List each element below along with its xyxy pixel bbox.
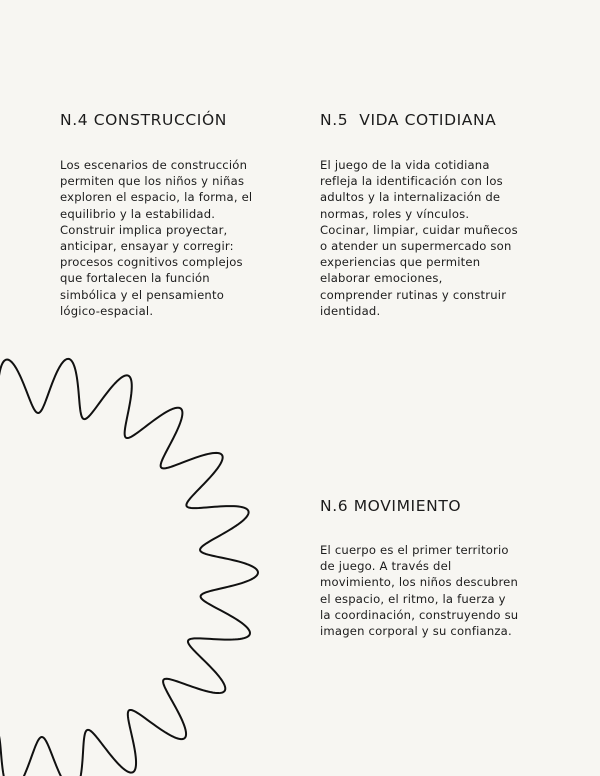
- section-body: [320, 157, 560, 319]
- body-line: identidad.: [320, 303, 381, 318]
- section-vida-cotidiana: [320, 110, 560, 319]
- section-construccion: [60, 110, 285, 319]
- body-line: movimiento, los niños descubren: [320, 575, 519, 590]
- section-body: [60, 157, 285, 319]
- body-line: normas, roles y vínculos.: [320, 206, 470, 221]
- body-line: equilibrio y la estabilidad.: [60, 206, 216, 221]
- body-line: Construir implica proyectar,: [60, 222, 228, 237]
- body-line: Los escenarios de construcción: [60, 158, 248, 172]
- body-line: la coordinación, construyendo su: [320, 607, 519, 622]
- section-title: N.6 MOVIMIENTO: [320, 497, 462, 515]
- body-line: El juego de la vida cotidiana: [320, 158, 490, 172]
- body-line: o atender un supermercado son: [320, 239, 512, 254]
- body-line: El cuerpo es el primer territorio: [320, 543, 509, 557]
- body-line: anticipar, ensayar y corregir:: [60, 239, 234, 254]
- section-movimiento: [320, 496, 560, 639]
- starburst-outline: [0, 359, 258, 776]
- body-line: de juego. A través del: [320, 559, 452, 574]
- body-line: imagen corporal y su confianza.: [320, 624, 512, 639]
- body-line: exploren el espacio, la forma, el: [60, 190, 253, 205]
- body-line: permiten que los niños y niñas: [60, 174, 245, 189]
- section-body: [320, 542, 560, 639]
- body-line: elaborar emociones,: [320, 271, 443, 286]
- body-line: lógico-espacial.: [60, 303, 154, 318]
- body-line: comprender rutinas y construir: [320, 287, 507, 302]
- body-line: experiencias que permiten: [320, 255, 481, 270]
- body-line: que fortalecen la función: [60, 271, 210, 286]
- body-line: adultos y la internalización de: [320, 190, 501, 205]
- body-line: el espacio, el ritmo, la fuerza y: [320, 591, 506, 606]
- section-title: N.4 CONSTRUCCIÓN: [60, 111, 227, 129]
- section-title: N.5 VIDA COTIDIANA: [320, 111, 497, 129]
- body-line: refleja la identificación con los: [320, 174, 503, 189]
- body-line: Cocinar, limpiar, cuidar muñecos: [320, 222, 518, 237]
- body-line: simbólica y el pensamiento: [60, 287, 225, 302]
- body-line: procesos cognitivos complejos: [60, 255, 243, 270]
